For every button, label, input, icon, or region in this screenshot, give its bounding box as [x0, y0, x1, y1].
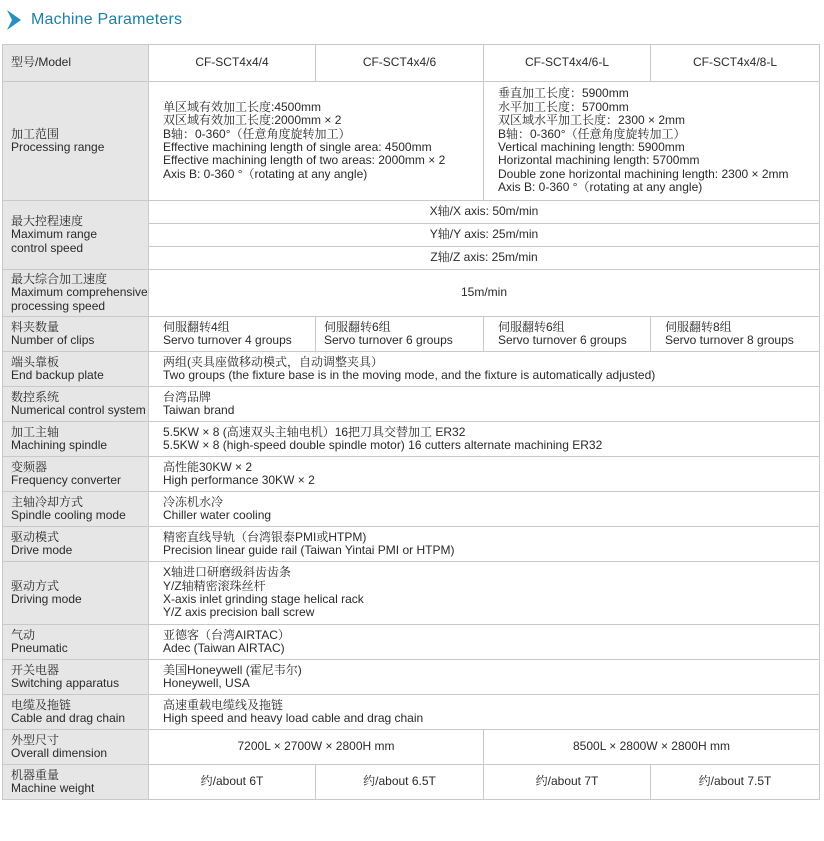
table-row-switching — [3, 660, 820, 695]
converter-value: 高性能30KW × 2 High performance 30KW × 2 — [149, 457, 820, 492]
weight-value: 约/about 6.5T — [316, 765, 484, 800]
row-label: 主轴冷却方式 Spindle cooling mode — [3, 492, 149, 527]
model-label: 型号/Model — [3, 45, 149, 82]
driving-mode-value: X轴进口研磨级斜齿齿条 Y/Z轴精密滚珠丝杆 X-axis inlet grinding stage helical rack Y/Z axis precision ball screw — [149, 562, 820, 625]
weight-value: 约/about 7T — [484, 765, 651, 800]
z-axis-speed: Z轴/Z axis: 25m/min — [149, 247, 820, 270]
nc-system-value: 台湾品牌 Taiwan brand — [149, 387, 820, 422]
weight-value: 约/about 6T — [149, 765, 316, 800]
row-label: 气动 Pneumatic — [3, 625, 149, 660]
clips-value: 伺服翻转8组 Servo turnover 8 groups — [651, 317, 820, 352]
processing-range-right: 垂直加工长度：5900mm 水平加工长度：5700mm 双区域水平加工长度：2300 × 2mm B轴：0-360°（任意角度旋转加工） Vertical machining length: 5900mm Horizontal machining length: 5700mm Double zone horizontal machining length: 2300 × 2mm Axis B: 0-360 °（rotating at any angle) — [484, 82, 820, 201]
row-label: 最大控程速度 Maximum range control speed — [3, 201, 149, 270]
end-backup-value: 两组(夹具座做移动模式，自动调整夹具） Two groups (the fixture base is in the moving mode, and the fixture is automatically adjusted) — [149, 352, 820, 387]
model-name: CF-SCT4x4/6 — [316, 45, 484, 82]
row-label: 料夹数量 Number of clips — [3, 317, 149, 352]
row-label: 驱动模式 Drive mode — [3, 527, 149, 562]
pneumatic-value: 亚德客（台湾AIRTAC） Adec (Taiwan AIRTAC) — [149, 625, 820, 660]
table-row-weight — [3, 765, 820, 800]
cable-value: 高速重载电缆线及拖链 High speed and heavy load cable and drag chain — [149, 695, 820, 730]
dimension-value: 7200L × 2700W × 2800H mm — [149, 730, 484, 765]
table-row-clips — [3, 317, 820, 352]
row-label: 机器重量 Machine weight — [3, 765, 149, 800]
clips-value: 伺服翻转6组 Servo turnover 6 groups — [484, 317, 651, 352]
chevron-right-icon — [7, 10, 21, 30]
row-label: 最大综合加工速度 Maximum comprehensive processing speed — [3, 270, 149, 317]
row-label: 开关电器 Switching apparatus — [3, 660, 149, 695]
switching-value: 美国Honeywell (霍尼韦尔) Honeywell, USA — [149, 660, 820, 695]
machine-parameters-table — [2, 44, 820, 800]
x-axis-speed: X轴/X axis: 50m/min — [149, 201, 820, 224]
table-row-max-processing-speed — [3, 270, 820, 317]
table-row-converter — [3, 457, 820, 492]
table-row-spindle — [3, 422, 820, 457]
row-label: 外型尺寸 Overall dimension — [3, 730, 149, 765]
table-row-model — [3, 45, 820, 82]
table-row-end-backup — [3, 352, 820, 387]
clips-value: 伺服翻转4组 Servo turnover 4 groups — [149, 317, 316, 352]
processing-speed-value: 15m/min — [149, 270, 820, 317]
cooling-value: 冷冻机水冷 Chiller water cooling — [149, 492, 820, 527]
table-row-drive-mode — [3, 527, 820, 562]
clips-value: 伺服翻转6组 Servo turnover 6 groups — [316, 317, 484, 352]
model-name: CF-SCT4x4/4 — [149, 45, 316, 82]
table-row-cable — [3, 695, 820, 730]
row-label: 加工主轴 Machining spindle — [3, 422, 149, 457]
row-label: 电缆及拖链 Cable and drag chain — [3, 695, 149, 730]
table-row-cooling — [3, 492, 820, 527]
drive-mode-value: 精密直线导轨（台湾银泰PMI或HTPM) Precision linear guide rail (Taiwan Yintai PMI or HTPM) — [149, 527, 820, 562]
model-name: CF-SCT4x4/8-L — [651, 45, 820, 82]
table-row-max-range-speed — [3, 201, 820, 224]
table-row-driving-mode — [3, 562, 820, 625]
row-label: 端头靠板 End backup plate — [3, 352, 149, 387]
table-row-processing-range — [3, 82, 820, 201]
table-row-dimension — [3, 730, 820, 765]
dimension-value: 8500L × 2800W × 2800H mm — [484, 730, 820, 765]
weight-value: 约/about 7.5T — [651, 765, 820, 800]
y-axis-speed: Y轴/Y axis: 25m/min — [149, 224, 820, 247]
page-header — [0, 0, 824, 44]
row-label: 加工范围 Processing range — [3, 82, 149, 201]
table-row-pneumatic — [3, 625, 820, 660]
row-label: 数控系统 Numerical control system — [3, 387, 149, 422]
table-row-nc-system — [3, 387, 820, 422]
page-title: Machine Parameters — [31, 11, 183, 28]
processing-range-left: 单区域有效加工长度:4500mm 双区域有效加工长度:2000mm × 2 B轴：0-360°（任意角度旋转加工） Effective machining length of single area: 4500mm Effective machining length of two areas: 2000mm × 2 Axis B: 0-360 °（rotating at any angle) — [149, 82, 484, 201]
spindle-value: 5.5KW × 8 (高速双头主轴电机）16把刀具交替加工 ER32 5.5KW × 8 (high-speed double spindle motor) 16 cutters alternate machining ER32 — [149, 422, 820, 457]
row-label: 驱动方式 Driving mode — [3, 562, 149, 625]
model-name: CF-SCT4x4/6-L — [484, 45, 651, 82]
row-label: 变频器 Frequency converter — [3, 457, 149, 492]
